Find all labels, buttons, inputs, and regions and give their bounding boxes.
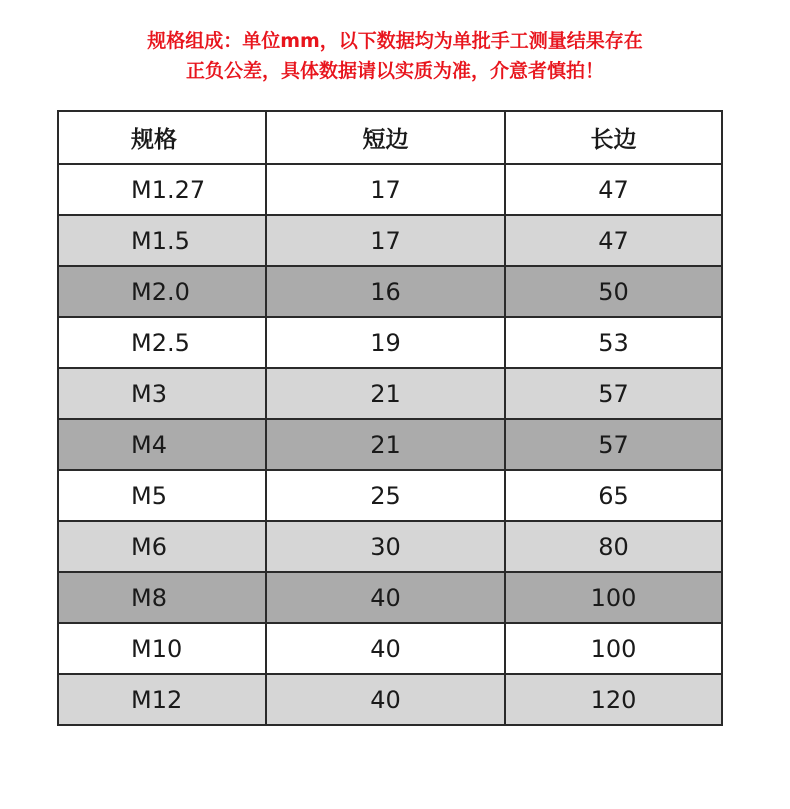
- cell-short-side: 17: [266, 164, 505, 215]
- disclaimer-line-2: 正负公差，具体数据请以实质为准，介意者慎拍！: [185, 60, 604, 82]
- table-row: [58, 266, 722, 317]
- cell-short-side: 19: [266, 317, 505, 368]
- header-short-side: 短边: [266, 111, 505, 164]
- disclaimer-line-1: 规格组成：单位mm，以下数据均为单批手工测量结果存在: [147, 30, 643, 52]
- cell-short-side: 30: [266, 521, 505, 572]
- cell-long-side: 80: [505, 521, 722, 572]
- cell-spec: M10: [58, 623, 266, 674]
- table-row: [58, 470, 722, 521]
- cell-spec: M6: [58, 521, 266, 572]
- cell-spec: M2.5: [58, 317, 266, 368]
- cell-spec: M3: [58, 368, 266, 419]
- cell-spec: M4: [58, 419, 266, 470]
- cell-short-side: 21: [266, 368, 505, 419]
- cell-spec: M1.27: [58, 164, 266, 215]
- cell-short-side: 16: [266, 266, 505, 317]
- table-row: [58, 674, 722, 725]
- cell-spec: M1.5: [58, 215, 266, 266]
- table-row: [58, 164, 722, 215]
- cell-short-side: 40: [266, 572, 505, 623]
- cell-short-side: 17: [266, 215, 505, 266]
- cell-long-side: 120: [505, 674, 722, 725]
- table-row: [58, 317, 722, 368]
- cell-spec: M12: [58, 674, 266, 725]
- table-body: [58, 164, 722, 725]
- cell-long-side: 47: [505, 215, 722, 266]
- cell-long-side: 57: [505, 368, 722, 419]
- table-row: [58, 419, 722, 470]
- cell-short-side: 21: [266, 419, 505, 470]
- table-row: [58, 521, 722, 572]
- cell-long-side: 53: [505, 317, 722, 368]
- cell-long-side: 47: [505, 164, 722, 215]
- table-row: [58, 623, 722, 674]
- cell-short-side: 25: [266, 470, 505, 521]
- disclaimer-notice: [0, 26, 790, 86]
- cell-long-side: 100: [505, 623, 722, 674]
- size-spec-table: [57, 110, 723, 726]
- header-spec: 规格: [58, 111, 266, 164]
- cell-spec: M8: [58, 572, 266, 623]
- cell-short-side: 40: [266, 623, 505, 674]
- cell-long-side: 100: [505, 572, 722, 623]
- table-header-row: [58, 111, 722, 164]
- table-row: [58, 215, 722, 266]
- table-row: [58, 572, 722, 623]
- cell-spec: M2.0: [58, 266, 266, 317]
- cell-long-side: 50: [505, 266, 722, 317]
- table-row: [58, 368, 722, 419]
- cell-spec: M5: [58, 470, 266, 521]
- header-long-side: 长边: [505, 111, 722, 164]
- cell-long-side: 65: [505, 470, 722, 521]
- cell-short-side: 40: [266, 674, 505, 725]
- cell-long-side: 57: [505, 419, 722, 470]
